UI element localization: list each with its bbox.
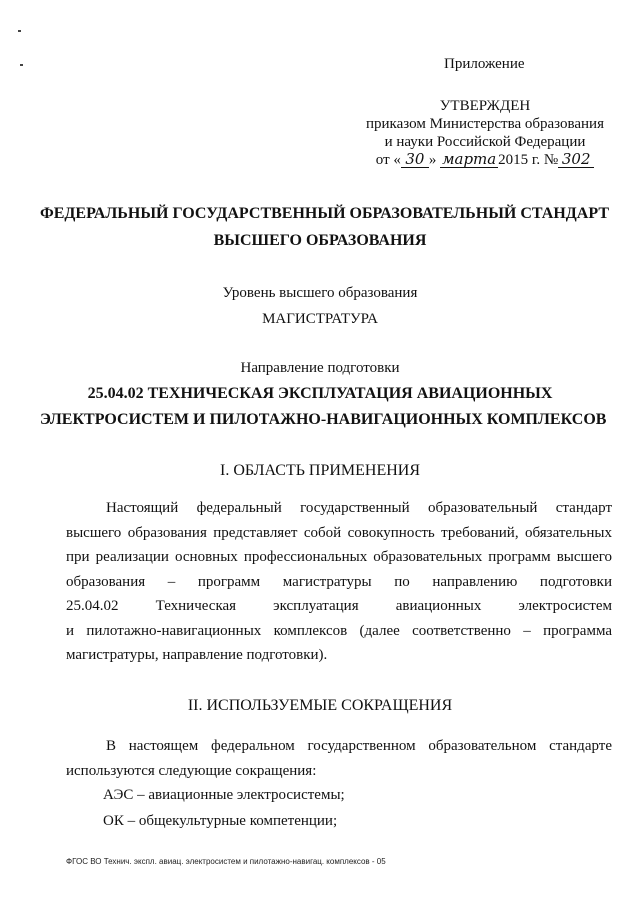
direction-label: Направление подготовки bbox=[240, 360, 400, 376]
paragraph-line: Настоящий федеральный государственный образовательный стандарт bbox=[106, 500, 612, 516]
date-year: 2015 г. № bbox=[498, 152, 559, 168]
paragraph-line: при реализации основных профессиональных образовательных программ высшего bbox=[66, 549, 612, 565]
direction-title-line-2: ЭЛЕКТРОСИСТЕМ И ПИЛОТАЖНО-НАВИГАЦИОННЫХ КОМПЛЕКСОВ bbox=[40, 411, 607, 428]
paragraph-line: 25.04.02 Техническая эксплуатация авиационных электросистем bbox=[66, 598, 612, 614]
direction-title-line-1: 25.04.02 ТЕХНИЧЕСКАЯ ЭКСПЛУАТАЦИЯ АВИАЦИОННЫХ bbox=[87, 385, 553, 402]
paragraph-line: образования – программ магистратуры по направлению подготовки bbox=[66, 573, 612, 590]
order-line-1: приказом Министерства образования bbox=[366, 116, 604, 132]
date-month-handwritten: марта bbox=[442, 150, 497, 168]
order-date-line bbox=[360, 151, 610, 169]
page-footer: ФГОС ВО Технич. экспл. авиац. электросистем и пилотажно-навигац. комплексов - 05 bbox=[66, 857, 386, 866]
scan-mark bbox=[20, 64, 23, 66]
paragraph-line: магистратуры, направление подготовки). bbox=[66, 647, 328, 663]
paragraph-line: высшего образования представляет собой совокупность требований, обязательных bbox=[66, 524, 612, 541]
section-1-heading: I. ОБЛАСТЬ ПРИМЕНЕНИЯ bbox=[219, 462, 421, 479]
paragraph-line: и пилотажно-навигационных комплексов (далее соответственно – программа bbox=[66, 622, 612, 639]
education-level-label: Уровень высшего образования bbox=[222, 285, 418, 301]
education-level-value: МАГИСТРАТУРА bbox=[262, 311, 378, 327]
order-number-handwritten: 302 bbox=[558, 151, 594, 168]
appendix-label: Приложение bbox=[444, 56, 525, 72]
order-line-2: и науки Российской Федерации bbox=[384, 134, 586, 150]
scan-mark bbox=[18, 30, 21, 32]
approval-block bbox=[360, 97, 610, 169]
section-1-paragraph bbox=[66, 496, 612, 668]
document-title-line-1: ФЕДЕРАЛЬНЫЙ ГОСУДАРСТВЕННЫЙ ОБРАЗОВАТЕЛЬНЫЙ СТАНДАРТ bbox=[40, 205, 609, 222]
abbreviation-item: АЭС – авиационные электросистемы; bbox=[103, 787, 345, 803]
paragraph-line: используются следующие сокращения: bbox=[66, 762, 317, 779]
paragraph-line: В настоящем федеральном государственном образовательном стандарте bbox=[106, 738, 612, 754]
section-2-heading: II. ИСПОЛЬЗУЕМЫЕ СОКРАЩЕНИЯ bbox=[187, 697, 453, 714]
date-mid: » bbox=[428, 152, 437, 168]
date-prefix: от « bbox=[375, 152, 401, 168]
date-day-handwritten: 30 bbox=[401, 151, 429, 168]
approved-label: УТВЕРЖДЕН bbox=[439, 98, 531, 114]
abbreviation-item: ОК – общекультурные компетенции; bbox=[103, 813, 338, 829]
document-title-line-2: ВЫСШЕГО ОБРАЗОВАНИЯ bbox=[213, 232, 427, 249]
section-2-paragraph bbox=[66, 734, 612, 783]
